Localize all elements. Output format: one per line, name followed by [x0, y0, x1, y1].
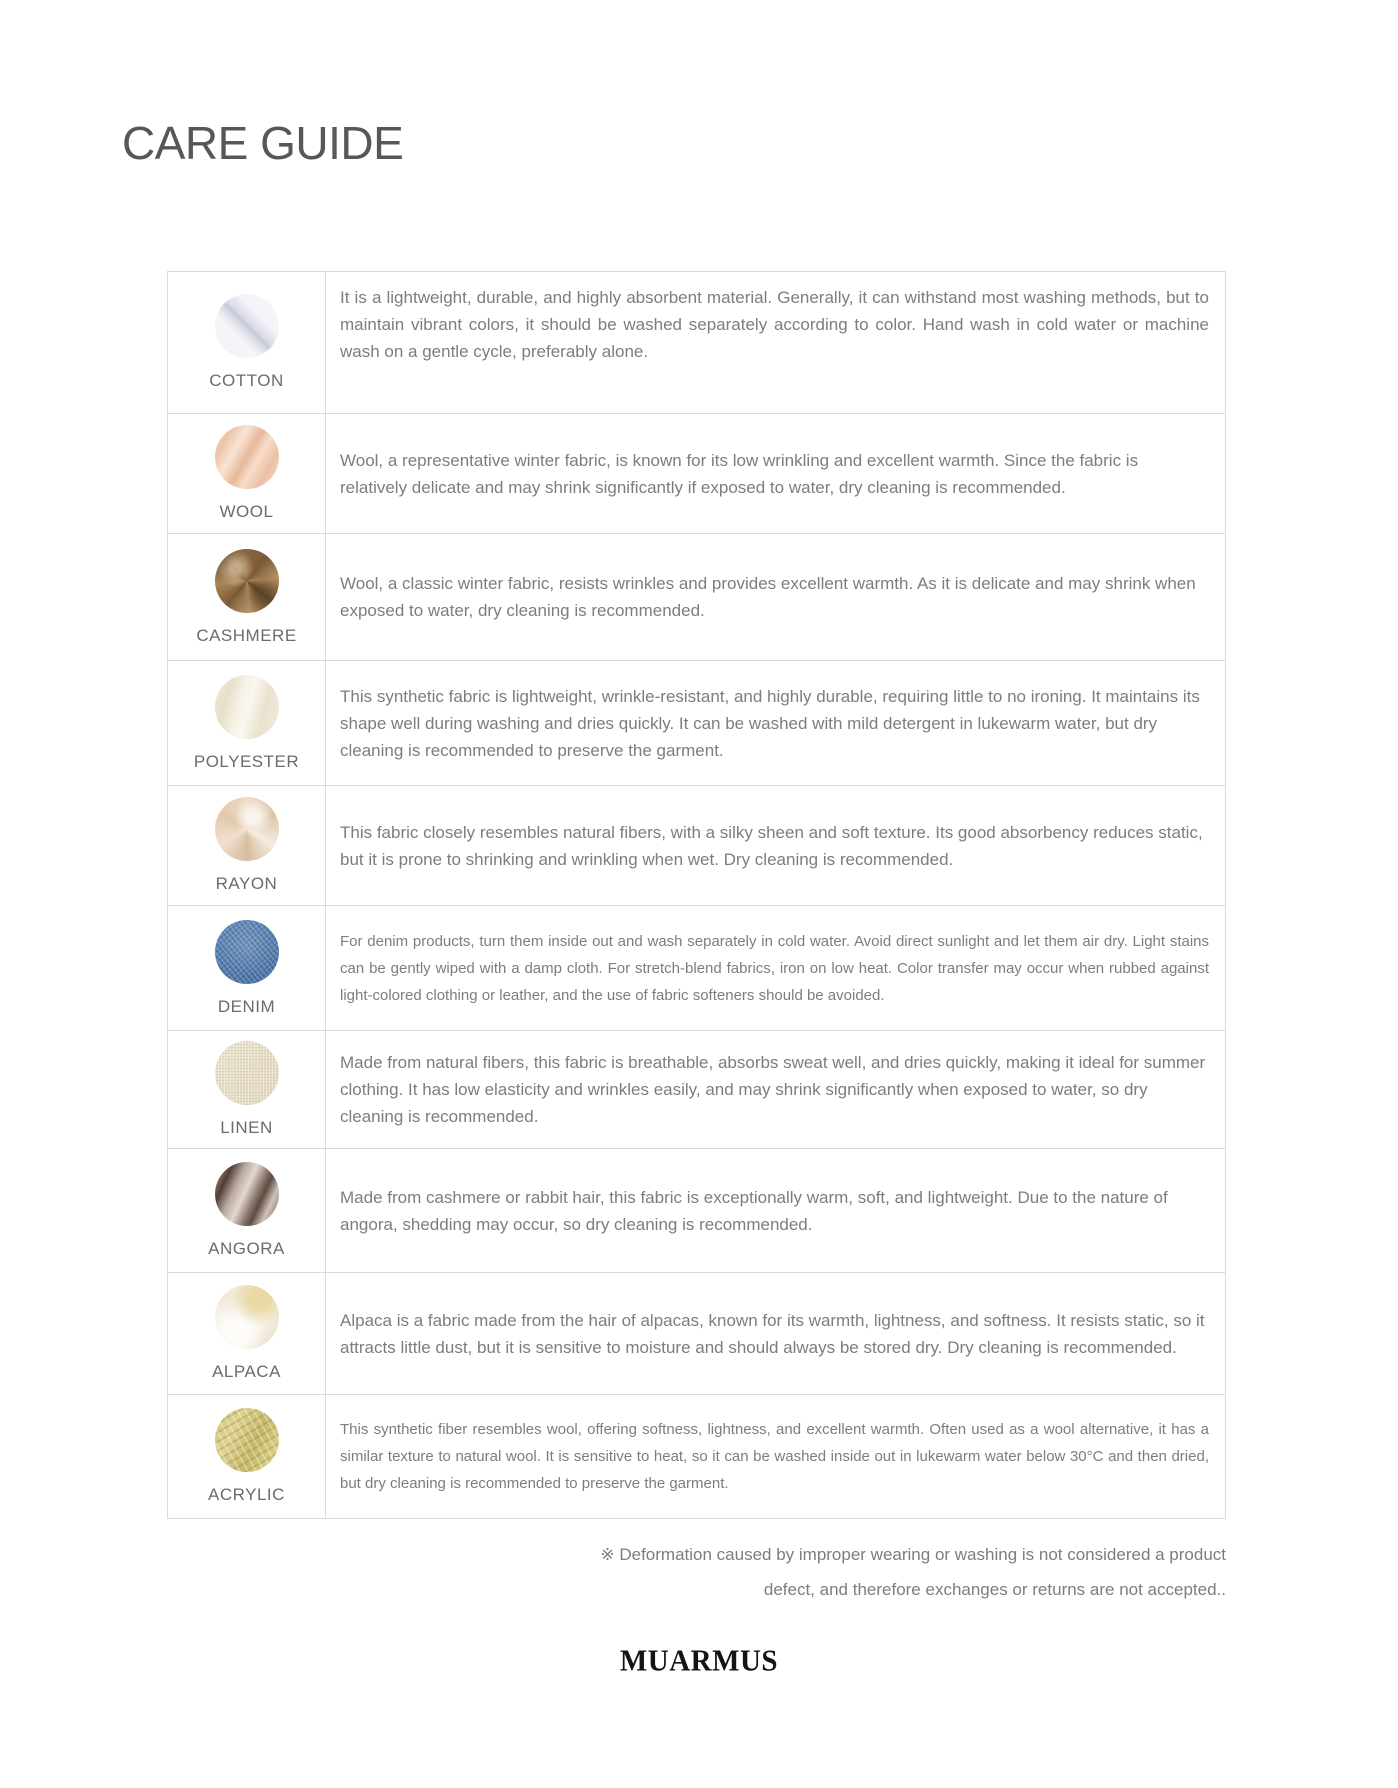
- cotton-row: [168, 272, 1225, 413]
- wool-fabric-swatch: [215, 425, 279, 489]
- acrylic-description: This synthetic fiber resembles wool, offering softness, lightness, and excellent warmth. Often used as a wool alternative, it has a similar texture to natural wool. It is sensitive to heat, so it can be washed inside out in lukewarm water below 30°C and then dried, but dry cleaning is recommended to preserve the garment.: [340, 1421, 1209, 1492]
- fabric-cell: [168, 1273, 326, 1394]
- linen-fabric-swatch: [215, 1041, 279, 1105]
- denim-label: DENIM: [217, 996, 276, 1016]
- page-title: CARE GUIDE: [122, 117, 404, 169]
- description-cell: [326, 906, 1225, 1030]
- cashmere-label: CASHMERE: [196, 625, 297, 645]
- denim-fabric-swatch: [215, 920, 279, 984]
- wool-description: Wool, a representative winter fabric, is known for its low wrinkling and excellent warmth. Since the fabric is relatively delicate and may shrink significantly if exposed to water, dry cleaning is recommended.: [340, 450, 1139, 497]
- alpaca-row: [168, 1272, 1225, 1394]
- polyester-fabric-swatch: [215, 675, 279, 739]
- cashmere-fabric-swatch: [215, 549, 279, 613]
- acrylic-row: [168, 1394, 1225, 1518]
- fabric-cell: [168, 272, 326, 413]
- rayon-fabric-swatch: [215, 797, 279, 861]
- alpaca-fabric-swatch: [215, 1285, 279, 1349]
- denim-description: For denim products, turn them inside out and wash separately in cold water. Avoid direct sunlight and let them air dry. Light stains can be gently wiped with a damp cloth. For stretch-blend fabrics, iron on low heat. Color transfer may occur when rubbed against light-colored clothing or leather, and the use of fabric softeners should be avoided.: [340, 932, 1209, 1004]
- angora-description: Made from cashmere or rabbit hair, this fabric is exceptionally warm, soft, and lightweight. Due to the nature of angora, shedding may occur, so dry cleaning is recommended.: [340, 1187, 1168, 1234]
- footer-note-line-1: ※ Deformation caused by improper wearing or washing is not considered a product: [600, 1545, 1226, 1564]
- fabric-cell: [168, 661, 326, 785]
- cotton-description: It is a lightweight, durable, and highly absorbent material. Generally, it can withstand most washing methods, but to maintain vibrant colors, it should be washed separately according to color. Hand wash in cold water or machine wash on a gentle cycle, preferably alone.: [340, 288, 1209, 361]
- description-cell: [326, 786, 1225, 905]
- wool-label: WOOL: [219, 502, 274, 521]
- fabric-cell: [168, 1395, 326, 1518]
- linen-row: [168, 1030, 1225, 1148]
- cotton-label: COTTON: [209, 371, 284, 390]
- description-cell: [326, 272, 1225, 413]
- care-table: [167, 271, 1226, 1519]
- acrylic-label: ACRYLIC: [208, 1485, 285, 1504]
- angora-fabric-swatch: [215, 1162, 279, 1226]
- description-cell: [326, 1273, 1225, 1394]
- cashmere-description: Wool, a classic winter fabric, resists wrinkles and provides excellent warmth. As it is delicate and may shrink when exposed to water, dry cleaning is recommended.: [340, 574, 1196, 620]
- angora-row: [168, 1148, 1225, 1272]
- polyester-description: This synthetic fabric is lightweight, wrinkle-resistant, and highly durable, requiring little to no ironing. It maintains its shape well during washing and dries quickly. It can be washed with mild detergent in lukewarm water, but dry cleaning is recommended to preserve the garment.: [340, 686, 1200, 760]
- description-cell: [326, 661, 1225, 785]
- footer-note-line-2: defect, and therefore exchanges or returns are not accepted..: [763, 1580, 1226, 1599]
- fabric-cell: [168, 906, 326, 1030]
- rayon-description: This fabric closely resembles natural fibers, with a silky sheen and soft texture. Its good absorbency reduces static, but it is prone to shrinking and wrinkling when wet. Dry cleaning is recommended.: [340, 822, 1203, 869]
- cotton-fabric-swatch: [215, 294, 279, 358]
- fabric-cell: [168, 414, 326, 533]
- linen-description: Made from natural fibers, this fabric is breathable, absorbs sweat well, and dries quickly, making it ideal for summer clothing. It has low elasticity and wrinkles easily, and may shrink significantly when exposed to water, so dry cleaning is recommended.: [340, 1053, 1206, 1126]
- alpaca-description: Alpaca is a fabric made from the hair of alpacas, known for its warmth, lightness, and softness. It resists static, so it attracts little dust, but it is sensitive to moisture and should always be stored dry. Dry cleaning is recommended.: [340, 1310, 1205, 1357]
- fabric-cell: [168, 1149, 326, 1272]
- fabric-cell: [168, 534, 326, 660]
- linen-label: LINEN: [220, 1118, 273, 1137]
- description-cell: [326, 1031, 1225, 1148]
- polyester-row: [168, 660, 1225, 785]
- fabric-cell: [168, 1031, 326, 1148]
- cashmere-row: [168, 533, 1225, 660]
- footer-note: [600, 1537, 1226, 1607]
- description-cell: [326, 1149, 1225, 1272]
- angora-label: ANGORA: [208, 1239, 285, 1258]
- denim-row: [168, 905, 1225, 1030]
- acrylic-fabric-swatch: [215, 1408, 279, 1472]
- rayon-row: [168, 785, 1225, 905]
- alpaca-label: ALPACA: [212, 1362, 281, 1381]
- polyester-label: POLYESTER: [193, 751, 300, 771]
- description-cell: [326, 1395, 1225, 1518]
- rayon-label: RAYON: [215, 874, 278, 893]
- wool-row: [168, 413, 1225, 533]
- description-cell: [326, 534, 1225, 660]
- brand-logo: MUARMUS: [619, 1644, 779, 1678]
- description-cell: [326, 414, 1225, 533]
- fabric-cell: [168, 786, 326, 905]
